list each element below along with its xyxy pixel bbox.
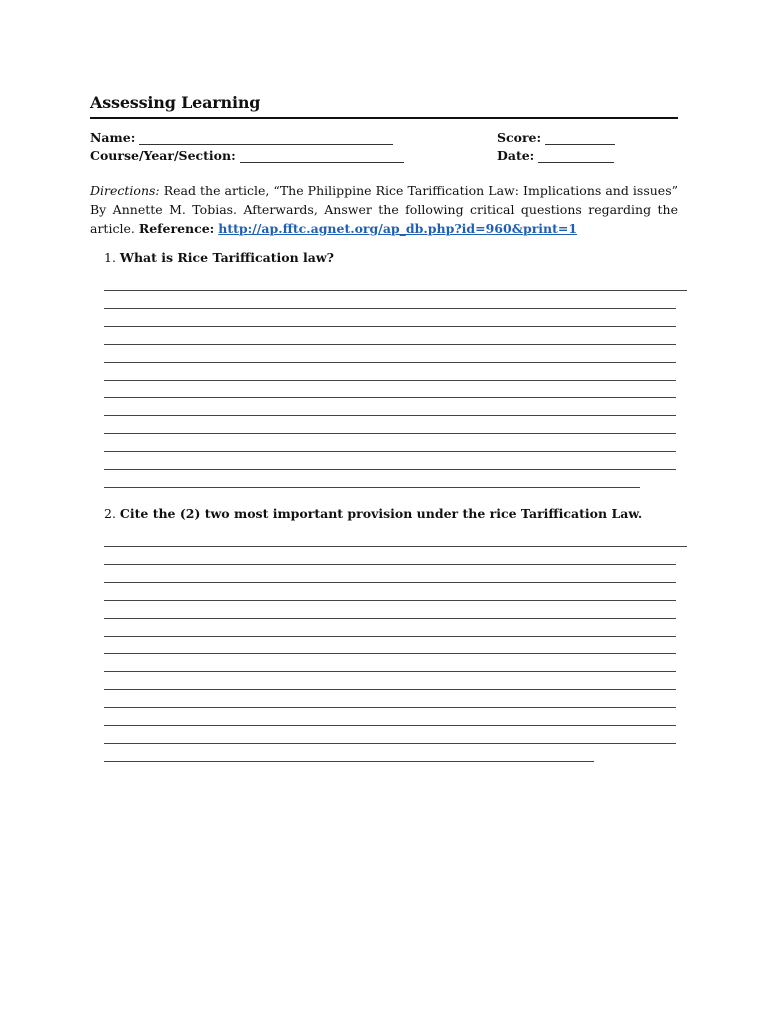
title-underline bbox=[90, 117, 678, 119]
answer-line[interactable] bbox=[104, 725, 676, 726]
answer-line[interactable] bbox=[104, 433, 676, 434]
page-title: Assessing Learning bbox=[90, 93, 261, 112]
question-1 bbox=[104, 250, 334, 265]
answer-line[interactable] bbox=[104, 290, 687, 291]
question-2 bbox=[104, 506, 642, 521]
course-blank[interactable] bbox=[240, 150, 404, 163]
answer-line[interactable] bbox=[104, 487, 640, 488]
answer-line[interactable] bbox=[104, 415, 676, 416]
answer-line[interactable] bbox=[104, 618, 676, 619]
question-2-text: Cite the (2) two most important provision under the rice Tariffication Law. bbox=[119, 506, 643, 521]
answer-line[interactable] bbox=[104, 380, 676, 381]
reference-label: Reference: bbox=[138, 221, 215, 236]
question-2-number: 2. bbox=[104, 506, 116, 521]
date-label: Date: bbox=[497, 148, 535, 163]
name-blank[interactable] bbox=[139, 132, 393, 145]
answer-line[interactable] bbox=[104, 397, 676, 398]
course-label: Course/Year/Section: bbox=[90, 148, 236, 163]
answer-line[interactable] bbox=[104, 546, 687, 547]
answer-line[interactable] bbox=[104, 707, 676, 708]
date-field bbox=[497, 148, 614, 163]
score-label: Score: bbox=[497, 130, 542, 145]
question-1-number: 1. bbox=[104, 250, 116, 265]
score-blank[interactable] bbox=[545, 132, 615, 145]
answer-line[interactable] bbox=[104, 308, 676, 309]
answer-line[interactable] bbox=[104, 469, 676, 470]
answer-line[interactable] bbox=[104, 362, 676, 363]
name-label: Name: bbox=[90, 130, 136, 145]
answer-line[interactable] bbox=[104, 344, 676, 345]
answer-line[interactable] bbox=[104, 636, 676, 637]
question-1-text: What is Rice Tariffication law? bbox=[119, 250, 334, 265]
reference-link[interactable]: http://ap.fftc.agnet.org/ap_db.php?id=960&print=1 bbox=[218, 221, 578, 236]
directions-text: Read the article, “The Philippine Rice Tariffication Law: Implications and issues” By Annette M. Tobias. Afterwards, Answer the following critical questions regarding the article. bbox=[90, 183, 678, 236]
answer-line[interactable] bbox=[104, 743, 676, 744]
answer-line[interactable] bbox=[104, 653, 676, 654]
course-field bbox=[90, 148, 404, 163]
score-field bbox=[497, 130, 615, 145]
answer-line[interactable] bbox=[104, 451, 676, 452]
answer-line[interactable] bbox=[104, 326, 676, 327]
answer-line[interactable] bbox=[104, 689, 676, 690]
answer-line[interactable] bbox=[104, 671, 676, 672]
answer-line[interactable] bbox=[104, 582, 676, 583]
answer-line[interactable] bbox=[104, 600, 676, 601]
answer-line[interactable] bbox=[104, 564, 676, 565]
answer-line[interactable] bbox=[104, 761, 594, 762]
name-field bbox=[90, 130, 393, 145]
date-blank[interactable] bbox=[538, 150, 614, 163]
directions-label: Directions: bbox=[90, 183, 160, 198]
directions-paragraph bbox=[90, 181, 678, 238]
